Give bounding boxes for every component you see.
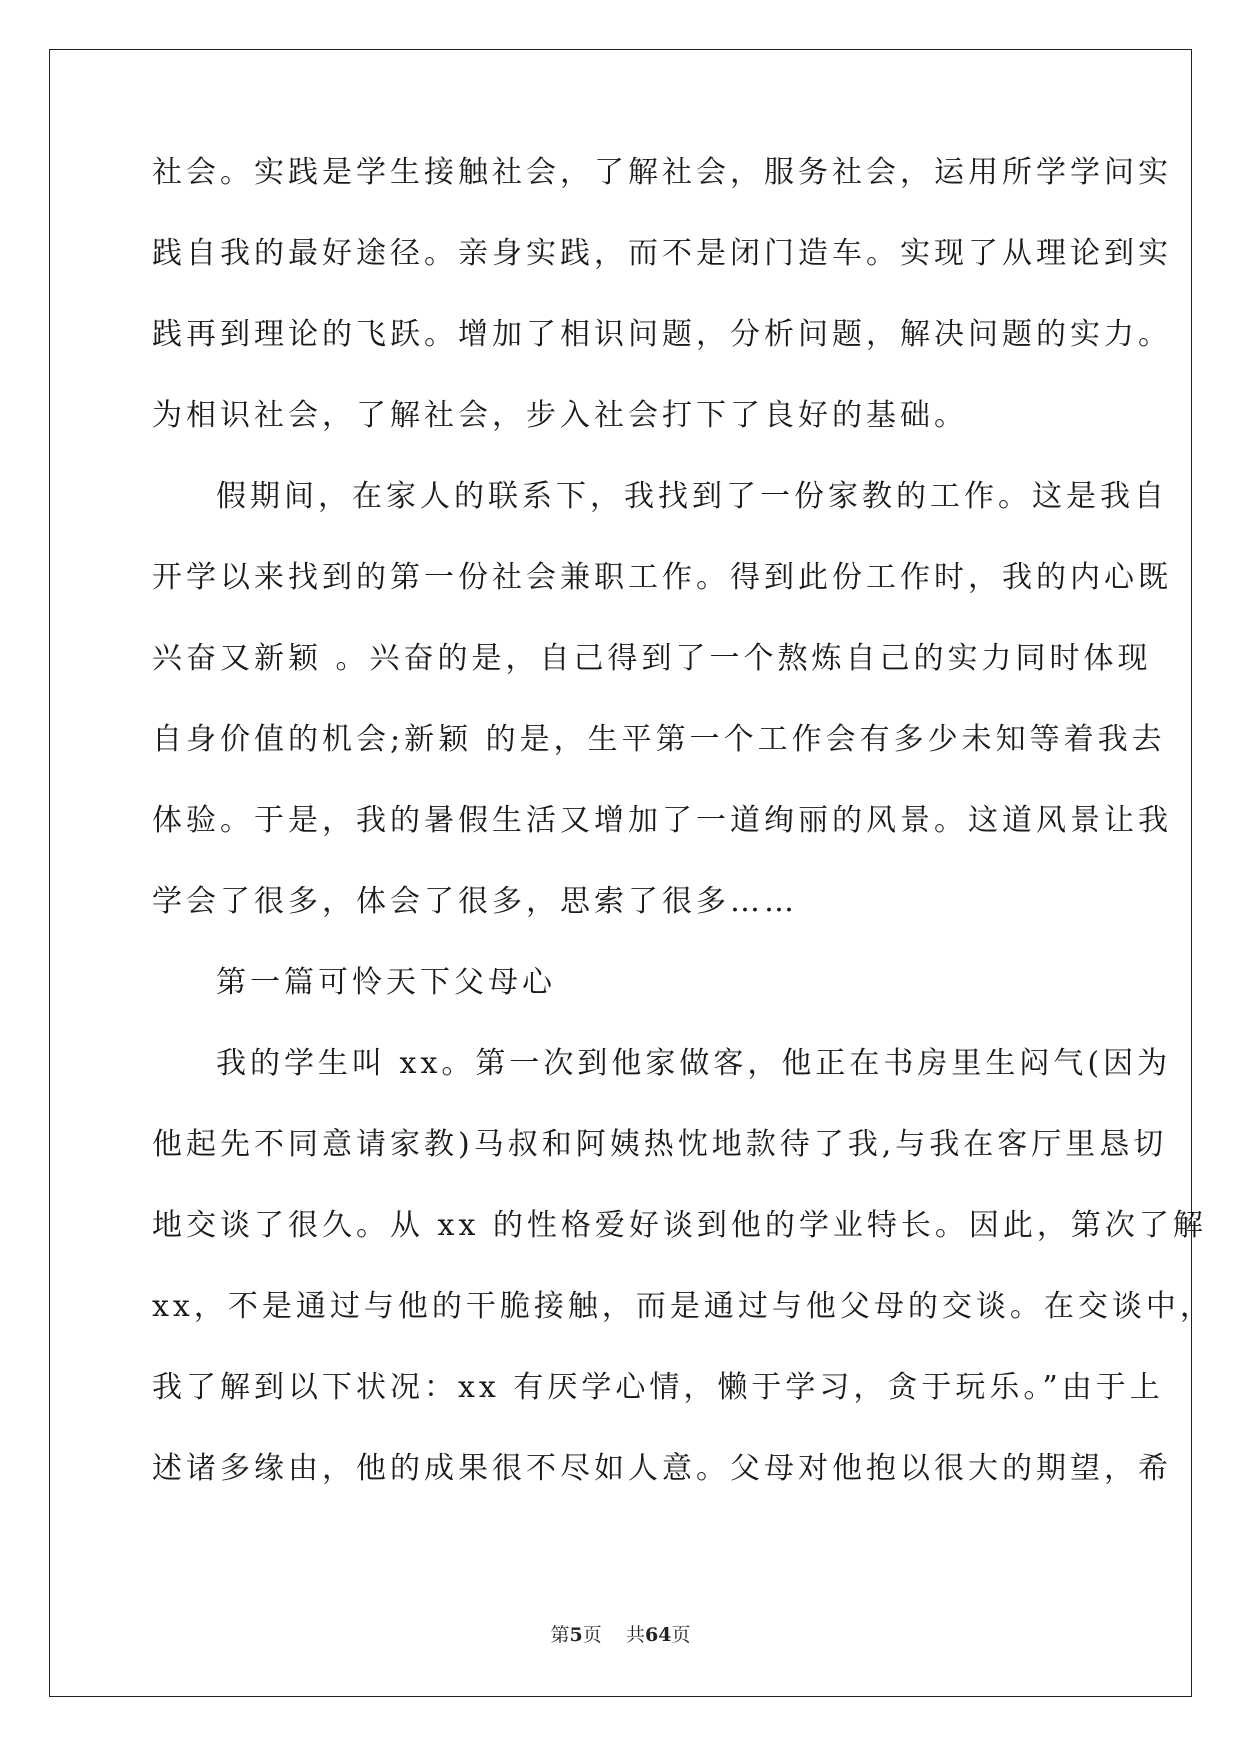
text-line: 践再到理论的飞跃。增加了相识问题，分析问题，解决问题的实力。 — [152, 317, 1172, 352]
text-line: 开学以来找到的第一份社会兼职工作。得到此份工作时，我的内心既 — [152, 560, 1172, 595]
text-line: 学会了很多，体会了很多，思索了很多…… — [152, 884, 798, 919]
text-line: 为相识社会，了解社会，步入社会打下了良好的基础。 — [152, 398, 968, 433]
text-line: 地交谈了很久。从 xx 的性格爱好谈到他的学业特长。因此，第次了解 — [152, 1208, 1207, 1243]
text-line: 述诸多缘由，他的成果很不尽如人意。父母对他抱以很大的期望，希 — [152, 1451, 1172, 1486]
footer-total-suffix: 页 — [671, 1624, 691, 1646]
total-page-number: 64 — [644, 1624, 672, 1646]
page-footer — [0, 1620, 1241, 1647]
footer-page-suffix: 页 — [582, 1624, 602, 1646]
text-line: 自身价值的机会;新颖 的是，生平第一个工作会有多少未知等着我去 — [152, 722, 1166, 757]
text-line: 第一篇可怜天下父母心 — [216, 965, 556, 1000]
text-line: 兴奋又新颖 。兴奋的是，自己得到了一个熬炼自己的实力同时体现 — [152, 641, 1152, 676]
text-line: 我了解到以下状况：xx 有厌学心情，懒于学习，贪于玩乐。”由于上 — [152, 1370, 1164, 1405]
text-line: xx，不是通过与他的干脆接触，而是通过与他父母的交谈。在交谈中， — [152, 1289, 1214, 1324]
text-line: 他起先不同意请家教)马叔和阿姨热忱地款待了我,与我在客厅里恳切 — [152, 1127, 1168, 1162]
footer-total-prefix: 共 — [625, 1624, 645, 1646]
text-line: 体验。于是，我的暑假生活又增加了一道绚丽的风景。这道风景让我 — [152, 803, 1172, 838]
text-line: 践自我的最好途径。亲身实践，而不是闭门造车。实现了从理论到实 — [152, 236, 1172, 271]
footer-prefix: 第 — [550, 1624, 570, 1646]
document-body — [152, 155, 1214, 1535]
text-line: 假期间，在家人的联系下，我找到了一份家教的工作。这是我自 — [216, 479, 1168, 514]
text-line: 我的学生叫 xx。第一次到他家做客，他正在书房里生闷气(因为 — [216, 1046, 1172, 1081]
text-line: 社会。实践是学生接触社会，了解社会，服务社会，运用所学学问实 — [152, 155, 1172, 190]
current-page-number: 5 — [569, 1624, 583, 1646]
